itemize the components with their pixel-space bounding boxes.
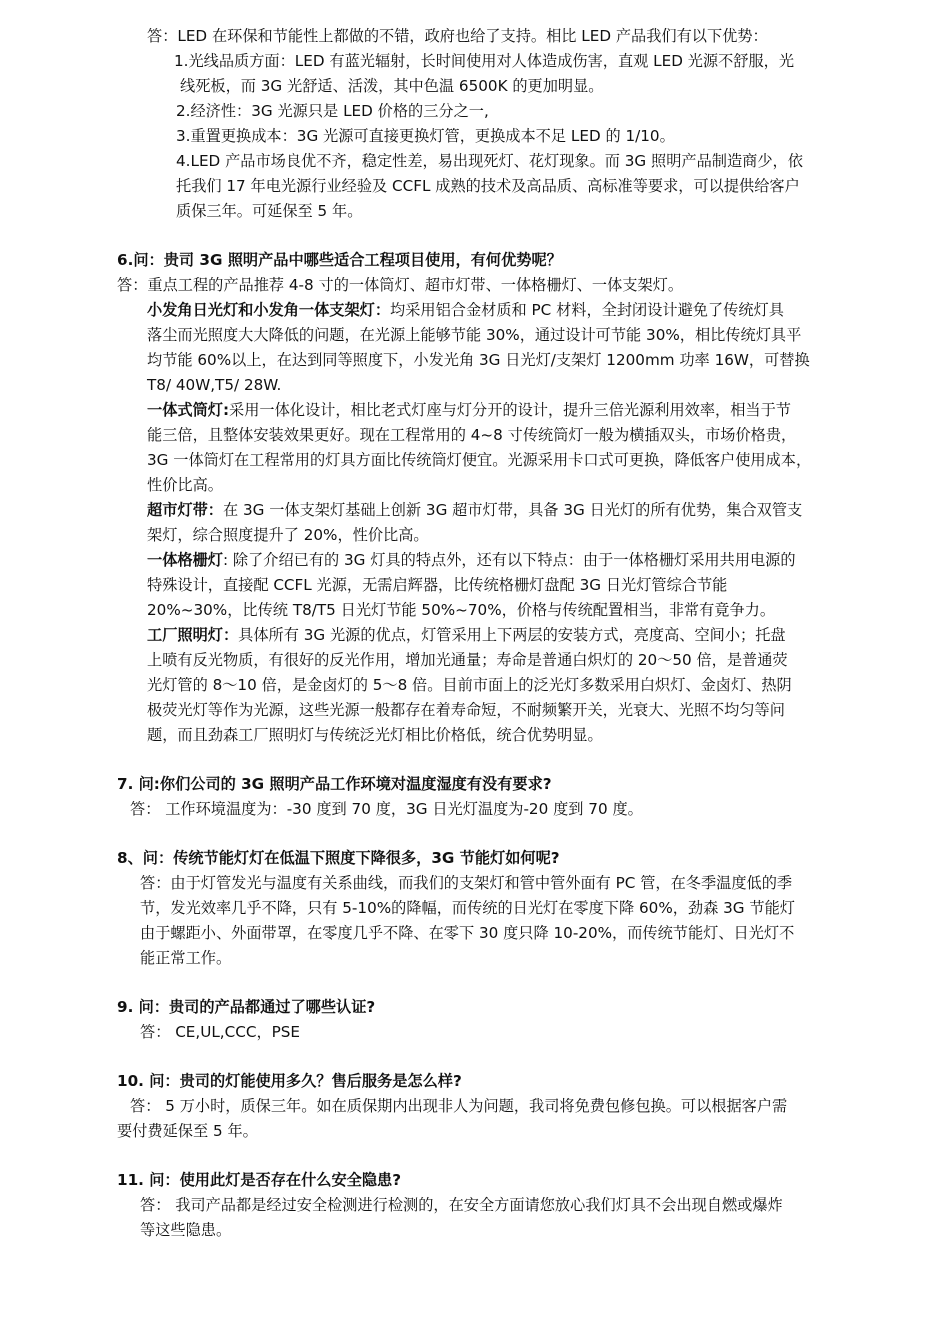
- q5-answer-line: 2.经济性：3G 光源只是 LED 价格的三分之一,: [176, 102, 489, 120]
- item-text: T8/ 40W,T5/ 28W.: [147, 376, 282, 394]
- q10-answer-line: 答： 5 万小时，质保三年。如在质保期内出现非人为问题，我司将免费包修包换。可以根据客户需: [130, 1097, 788, 1115]
- item-title: 一体式筒灯:: [147, 401, 230, 419]
- item-text: 特殊设计，直接配 CCFL 光源，无需启辉器，比传统格栅灯盘配 3G 日光灯管综合节能: [147, 576, 728, 594]
- item-text: 极荧光灯等作为光源，这些光源一般都存在着寿命短，不耐频繁开关，光衰大、光照不均匀等问: [147, 701, 785, 719]
- q11-answer-line: 答： 我司产品都是经过安全检测进行检测的，在安全方面请您放心我们灯具不会出现自燃或爆炸: [140, 1196, 783, 1214]
- q11-answer-line: 等这些隐患。: [140, 1221, 232, 1239]
- q5-answer-line: 3.重置更换成本：3G 光源可直接更换灯管，更换成本不足 LED 的 1/10。: [176, 127, 675, 145]
- faq-document: [0, 24, 950, 1243]
- item-text: 能三倍，且整体安装效果更好。现在工程常用的 4~8 寸传统筒灯一般为横插双头，市场价格贵，: [147, 426, 797, 444]
- item-text: 3G 一体筒灯在工程常用的灯具方面比传统筒灯便宜。光源采用卡口式可更换，降低客户使用成本，: [147, 451, 812, 469]
- q11-block: [0, 1168, 950, 1243]
- item-text: 光灯管的 8～10 倍，是金卤灯的 5～8 倍。目前市面上的泛光灯多数采用白炽灯、金卤灯、热阴: [147, 676, 792, 694]
- item-text: 具体所有 3G 光源的优点，灯管采用上下两层的安装方式，亮度高、空间小；托盘: [238, 626, 786, 644]
- q10-block: [0, 1069, 950, 1144]
- q9-block: [0, 995, 950, 1045]
- q5-answer-line: 质保三年。可延保至 5 年。: [176, 202, 363, 220]
- q7-block: [0, 772, 950, 822]
- q10-answer-line: 要付费延保至 5 年。: [117, 1122, 258, 1140]
- item-text: 题，而且劲森工厂照明灯与传统泛光灯相比价格低，统合优势明显。: [147, 726, 603, 744]
- item-text: 上喷有反光物质，有很好的反光作用，增加光通量；寿命是普通白炽灯的 20～50 倍，是普通荧: [147, 651, 788, 669]
- q5-answer-block: [0, 24, 950, 224]
- q6-item-downlight: [0, 398, 950, 498]
- q10-question: 10. 问：贵司的灯能使用多久？售后服务是怎么样?: [117, 1072, 462, 1090]
- item-title: 工厂照明灯：: [147, 626, 239, 644]
- q5-answer-line: 线死板，而 3G 光舒适、活泼，其中色温 6500K 的更加明显。: [180, 77, 604, 95]
- item-title: 小发角日光灯和小发角一体支架灯：: [147, 301, 390, 319]
- q5-answer-line: 1.光线品质方面：LED 有蓝光辐射，长时间使用对人体造成伤害，直观 LED 光源不舒服，光: [174, 52, 795, 70]
- item-text: 均采用铝合金材质和 PC 材料，全封闭设计避免了传统灯具: [390, 301, 784, 319]
- q7-answer: 答： 工作环境温度为：-30 度到 70 度，3G 日光灯温度为-20 度到 70 度。: [130, 800, 643, 818]
- item-text: 在 3G 一体支架灯基础上创新 3G 超市灯带，具备 3G 日光灯的所有优势，集合双管支: [222, 501, 803, 519]
- item-text: : 除了介绍已有的 3G 灯具的特点外，还有以下特点：由于一体格栅灯采用共用电源的: [222, 551, 796, 569]
- item-title: 一体格栅灯: [147, 551, 223, 569]
- item-text: 落尘而光照度大大降低的问题，在光源上能够节能 30%，通过设计可节能 30%，相比传统灯具平: [147, 326, 802, 344]
- q8-block: [0, 846, 950, 971]
- q8-answer-line: 能正常工作。: [140, 949, 232, 967]
- q6-item-grille-light: [0, 548, 950, 623]
- q9-answer: 答： CE,UL,CCC，PSE: [140, 1023, 301, 1041]
- q5-answer-line: 托我们 17 年电光源行业经验及 CCFL 成熟的技术及高品质、高标准等要求，可以提供给客户: [176, 177, 800, 195]
- q6-item-small-angle-light: [0, 298, 950, 398]
- q6-item-supermarket-strip: [0, 498, 950, 548]
- q6-block: [0, 248, 950, 748]
- item-text: 性价比高。: [147, 476, 223, 494]
- q9-question: 9. 问：贵司的产品都通过了哪些认证?: [117, 998, 376, 1016]
- q8-answer-line: 节，发光效率几乎不降，只有 5-10%的降幅，而传统的日光灯在零度下降 60%，劲森 3G 节能灯: [140, 899, 795, 917]
- q7-question: 7. 问:你们公司的 3G 照明产品工作环境对温度湿度有没有要求?: [117, 775, 552, 793]
- item-title: 超市灯带：: [147, 501, 223, 519]
- item-text: 采用一体化设计，相比老式灯座与灯分开的设计，提升三倍光源利用效率，相当于节: [229, 401, 791, 419]
- item-text: 架灯，综合照度提升了 20%，性价比高。: [147, 526, 429, 544]
- q6-item-factory-light: [0, 623, 950, 748]
- item-text: 均节能 60%以上，在达到同等照度下，小发光角 3G 日光灯/支架灯 1200mm 功率 16W，可替换: [147, 351, 810, 369]
- q6-question: 6.问：贵司 3G 照明产品中哪些适合工程项目使用，有何优势呢？: [117, 251, 562, 269]
- q11-question: 11. 问：使用此灯是否存在什么安全隐患?: [117, 1171, 402, 1189]
- q5-answer-line: 4.LED 产品市场良优不齐，稳定性差，易出现死灯、花灯现象。而 3G 照明产品制造商少，依: [176, 152, 803, 170]
- q8-question: 8、问：传统节能灯灯在低温下照度下降很多，3G 节能灯如何呢?: [117, 849, 560, 867]
- q5-answer-intro: 答：LED 在环保和节能性上都做的不错，政府也给了支持。相比 LED 产品我们有以下优势：: [147, 27, 768, 45]
- q6-answer-intro: 答：重点工程的产品推荐 4-8 寸的一体筒灯、超市灯带、一体格栅灯、一体支架灯。: [117, 276, 684, 294]
- q8-answer-line: 由于螺距小、外面带罩，在零度几乎不降、在零下 30 度只降 10-20%，而传统节能灯、日光灯不: [140, 924, 795, 942]
- item-text: 20%~30%，比传统 T8/T5 日光灯节能 50%~70%，价格与传统配置相当，非常有竟争力。: [147, 601, 776, 619]
- q8-answer-line: 答：由于灯管发光与温度有关系曲线，而我们的支架灯和管中管外面有 PC 管，在冬季温度低的季: [140, 874, 793, 892]
